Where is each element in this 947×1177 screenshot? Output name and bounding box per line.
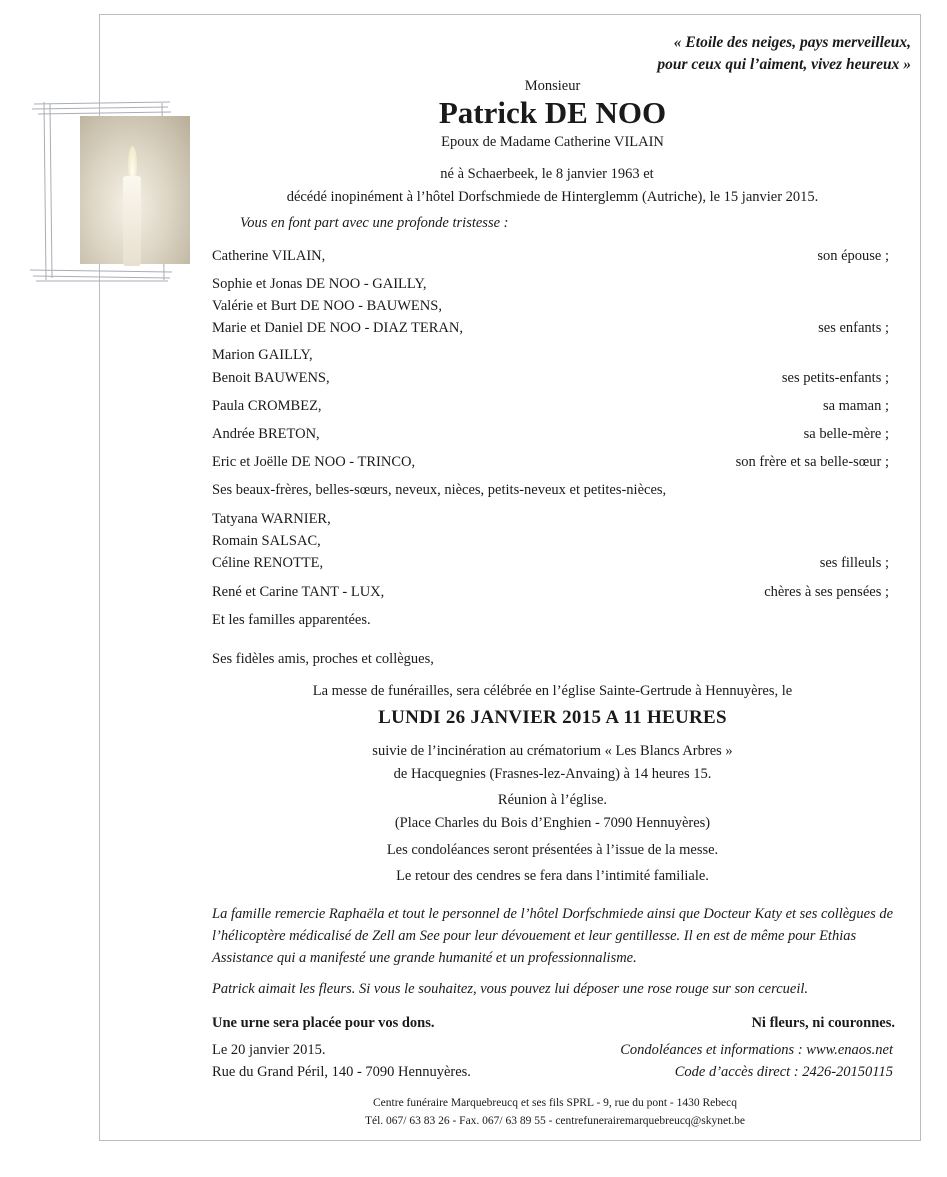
friends-line: Ses fidèles amis, proches et collègues, [212, 651, 434, 667]
family-name: Et les familles apparentées. [212, 612, 371, 628]
notice-address: Rue du Grand Péril, 140 - 7090 Hennuyères. [212, 1064, 471, 1080]
ceremony-line: (Place Charles du Bois d’Enghien - 7090 Hennuyères) [394, 815, 711, 831]
family-name: Valérie et Burt DE NOO - BAUWENS, [212, 298, 442, 314]
access-code: Code d’accès direct : 2426-20150115 [674, 1064, 893, 1080]
intro-line: Vous en font part avec une profonde tristesse : [240, 215, 509, 231]
family-relation: ses enfants ; [818, 320, 889, 336]
notice-date: Le 20 janvier 2015. [212, 1042, 326, 1058]
family-name: Ses beaux-frères, belles-sœurs, neveux, nièces, petits-neveux et petites-nièces, [212, 482, 667, 498]
family-name: Benoit BAUWENS, [212, 370, 330, 386]
family-name: Catherine VILAIN, [212, 248, 326, 264]
thanks-paragraph: La famille remercie Raphaëla et tout le personnel de l’hôtel Dorfschmiede ainsi que Docteur Katy et ses collègues de l’hélicoptère médicalisé de Zell am See pour leur dévouement et leur gentillesse. Il en est de même pour Ethias Assistance qui a manifesté une grande humanité et un professionnalisme. [212, 906, 894, 966]
ceremony-line: suivie de l’incinération au crématorium « Les Blancs Arbres » [372, 743, 733, 759]
family-relation: sa maman ; [822, 398, 889, 414]
ceremony-line: Le retour des cendres se fera dans l’intimité familiale. [396, 868, 709, 884]
urn-notice: Une urne sera placée pour vos dons. [212, 1015, 435, 1031]
family-name: René et Carine TANT - LUX, [212, 584, 385, 600]
ceremony-date: LUNDI 26 JANVIER 2015 A 11 HEURES [378, 707, 727, 728]
family-relation: ses petits-enfants ; [781, 370, 889, 386]
footer-line-2: Tél. 067/ 63 83 26 - Fax. 067/ 63 89 55 - centrefunerairemarquebreucq@skynet.be [364, 1115, 746, 1127]
ceremony-line: de Hacquegnies (Frasnes-lez-Anvaing) à 14 heures 15. [393, 766, 712, 782]
footer-line-1: Centre funéraire Marquebreucq et ses fils SPRL - 9, rue du pont - 1430 Rebecq [373, 1097, 737, 1109]
death-line: décédé inopinément à l’hôtel Dorfschmiede de Hinterglemm (Autriche), le 15 janvier 2015. [286, 189, 819, 205]
family-name: Paula CROMBEZ, [212, 398, 322, 414]
ceremony-line: Les condoléances seront présentées à l’issue de la messe. [386, 842, 719, 858]
deceased-name: Patrick DE NOO [438, 95, 667, 130]
epigraph-line-1: « Etoile des neiges, pays merveilleux, [673, 34, 911, 51]
family-relation: ses filleuls ; [819, 555, 889, 571]
honorific: Monsieur [524, 78, 581, 94]
spouse-line: Epoux de Madame Catherine VILAIN [441, 134, 664, 150]
family-relation: son frère et sa belle-sœur ; [735, 454, 889, 470]
flowers-paragraph: Patrick aimait les fleurs. Si vous le souhaitez, vous pouvez lui déposer une rose rouge sur son cercueil. [212, 981, 809, 997]
family-relation: sa belle-mère ; [803, 426, 889, 442]
family-name: Sophie et Jonas DE NOO - GAILLY, [212, 276, 427, 292]
condolences-website: Condoléances et informations : www.enaos.net [620, 1042, 893, 1058]
family-name: Marie et Daniel DE NOO - DIAZ TERAN, [212, 320, 464, 336]
family-name: Céline RENOTTE, [212, 555, 324, 571]
family-name: Tatyana WARNIER, [212, 511, 331, 527]
family-relation: son épouse ; [817, 248, 889, 264]
page-border [99, 14, 921, 1141]
ceremony-line: Réunion à l’église. [497, 792, 608, 808]
family-relation: chères à ses pensées ; [764, 584, 889, 600]
ceremony-intro: La messe de funérailles, sera célébrée en l’église Sainte-Gertrude à Hennuyères, le [312, 683, 793, 699]
no-flowers-notice: Ni fleurs, ni couronnes. [751, 1015, 895, 1031]
family-name: Marion GAILLY, [212, 347, 313, 363]
family-name: Eric et Joëlle DE NOO - TRINCO, [212, 454, 416, 470]
family-name: Romain SALSAC, [212, 533, 321, 549]
birth-line: né à Schaerbeek, le 8 janvier 1963 et [440, 166, 654, 182]
family-name: Andrée BRETON, [212, 426, 320, 442]
epigraph-line-2: pour ceux qui l’aiment, vivez heureux » [657, 56, 911, 73]
